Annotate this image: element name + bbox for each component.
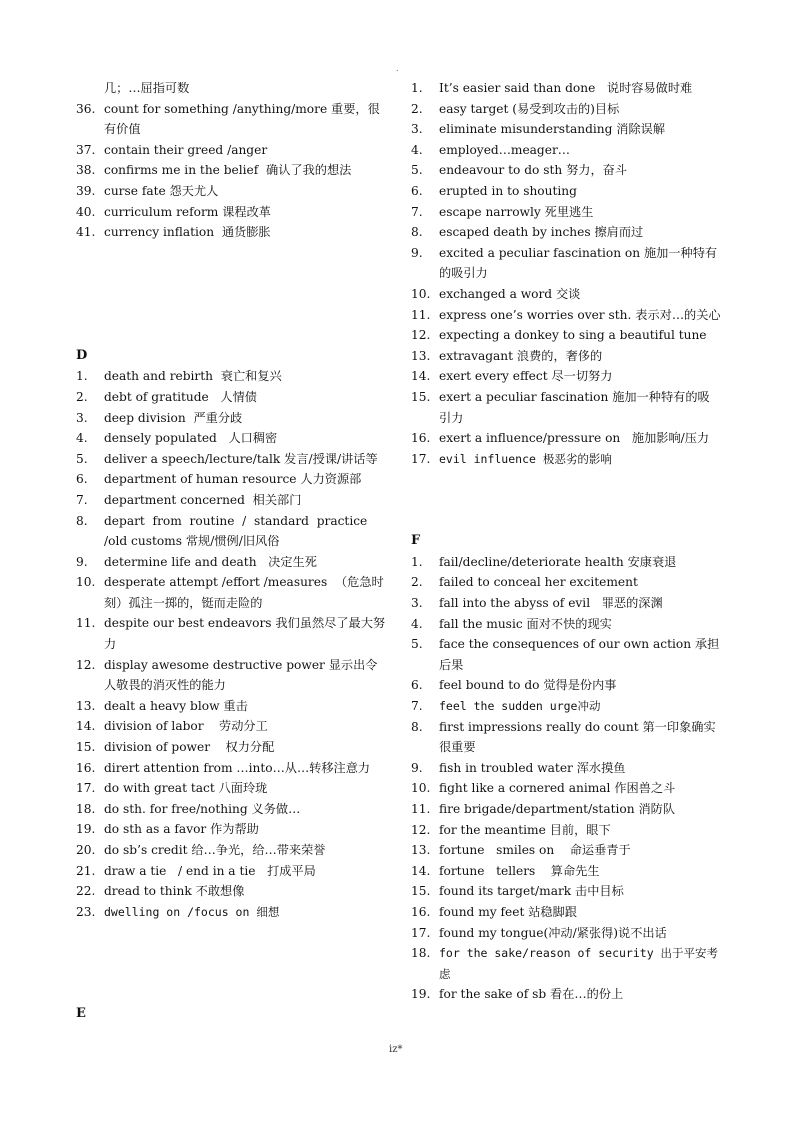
list-item bbox=[76, 202, 388, 223]
item-number: 6. bbox=[411, 678, 423, 693]
list-item bbox=[76, 222, 388, 243]
item-number: 5. bbox=[411, 637, 423, 652]
list-item bbox=[411, 717, 721, 758]
list-item bbox=[411, 243, 721, 284]
list-item bbox=[76, 366, 388, 387]
item-number: 10. bbox=[411, 781, 431, 796]
list-item bbox=[76, 181, 388, 202]
list-item bbox=[76, 469, 388, 490]
list-item bbox=[76, 428, 388, 449]
item-number: 2. bbox=[411, 575, 423, 590]
item-text: curse fate 怨天尤人 bbox=[104, 183, 219, 198]
item-text: found its target/mark 击中目标 bbox=[439, 884, 624, 899]
list-item bbox=[411, 140, 721, 161]
item-text: endeavour to do sth 努力，奋斗 bbox=[439, 163, 628, 178]
item-number: 7. bbox=[411, 204, 423, 219]
list-item bbox=[411, 222, 721, 243]
d-list bbox=[76, 366, 388, 922]
item-text: do sth as a favor 作为帮助 bbox=[104, 822, 259, 837]
list-item bbox=[411, 696, 721, 717]
item-number: 4. bbox=[411, 142, 423, 157]
item-text: dread to think 不敢想像 bbox=[104, 884, 245, 899]
list-item bbox=[411, 593, 721, 614]
item-text: fall the music 面对不快的现实 bbox=[439, 616, 612, 631]
item-number: 16. bbox=[411, 431, 431, 446]
item-number: 10. bbox=[411, 286, 431, 301]
list-item bbox=[76, 552, 388, 573]
item-number: 5. bbox=[76, 451, 88, 466]
list-item bbox=[76, 387, 388, 408]
item-text: express one’s worries over sth. 表示对…的关心 bbox=[439, 307, 721, 322]
list-item bbox=[76, 881, 388, 902]
item-number: 4. bbox=[411, 616, 423, 631]
item-text: eliminate misunderstanding 消除误解 bbox=[439, 122, 666, 137]
item-number: 19. bbox=[411, 987, 431, 1002]
e-list bbox=[411, 78, 721, 469]
item-number: 3. bbox=[411, 596, 423, 611]
item-text: employed…meager… bbox=[439, 142, 570, 157]
item-number: 14. bbox=[76, 719, 96, 734]
item-text: fire brigade/department/station 消防队 bbox=[439, 802, 676, 816]
item-text: erupted in to shouting bbox=[439, 183, 577, 198]
list-item bbox=[76, 716, 388, 737]
list-item bbox=[411, 449, 721, 470]
item-number: 12. bbox=[411, 822, 431, 837]
item-number: 15. bbox=[411, 389, 431, 404]
item-number: 15. bbox=[411, 884, 431, 899]
list-item bbox=[76, 613, 388, 654]
item-number: 7. bbox=[76, 492, 88, 507]
item-number: 9. bbox=[411, 245, 423, 260]
list-item bbox=[76, 778, 388, 799]
item-text: exert a peculiar fascination 施加一种特有的吸引力 bbox=[439, 389, 710, 425]
item-text: determine life and death 决定生死 bbox=[104, 554, 317, 569]
list-item bbox=[76, 140, 388, 161]
item-number: 9. bbox=[76, 554, 88, 569]
item-number: 2. bbox=[411, 101, 423, 116]
list-item bbox=[411, 325, 721, 346]
item-number: 13. bbox=[76, 698, 96, 713]
item-text: dealt a heavy blow 重击 bbox=[104, 698, 248, 713]
item-number: 10. bbox=[76, 575, 96, 590]
page-footer: iz* bbox=[389, 1044, 403, 1055]
item-text: feel the sudden urge冲动 bbox=[439, 699, 601, 714]
item-text: found my tongue(冲动/紧张得)说不出话 bbox=[439, 925, 667, 940]
item-text: evil influence 极恶劣的影响 bbox=[439, 451, 612, 466]
item-number: 8. bbox=[76, 513, 88, 528]
item-text: failed to conceal her excitement bbox=[439, 575, 638, 590]
list-item bbox=[76, 696, 388, 717]
item-number: 22. bbox=[76, 884, 96, 899]
list-item bbox=[411, 428, 721, 449]
item-text: currency inflation 通货膨胀 bbox=[104, 225, 271, 240]
list-item bbox=[76, 408, 388, 429]
item-text: despite our best endeavors 我们虽然尽了最大努力 bbox=[104, 616, 386, 652]
list-item bbox=[411, 634, 721, 675]
list-item bbox=[76, 160, 388, 181]
item-number: 4. bbox=[76, 431, 88, 446]
item-text: escaped death by inches 擦肩而过 bbox=[439, 225, 644, 240]
item-number: 21. bbox=[76, 863, 96, 878]
list-item bbox=[411, 923, 721, 944]
item-number: 18. bbox=[411, 946, 431, 961]
list-item bbox=[411, 181, 721, 202]
item-text: fortune tellers 算命先生 bbox=[439, 863, 600, 878]
item-number: 3. bbox=[76, 410, 88, 425]
item-number: 7. bbox=[411, 699, 423, 714]
item-number: 40. bbox=[76, 204, 96, 219]
item-text: display awesome destructive power 显示出令人敬畏的消灭性的能力 bbox=[104, 657, 378, 693]
item-text: department of human resource 人力资源部 bbox=[104, 472, 362, 487]
list-item bbox=[411, 778, 721, 799]
list-item bbox=[411, 119, 721, 140]
list-item bbox=[76, 511, 388, 552]
list-item bbox=[76, 572, 388, 613]
list-item bbox=[411, 943, 721, 984]
item-number: 6. bbox=[76, 472, 88, 487]
item-text: exchanged a word 交谈 bbox=[439, 286, 581, 301]
item-text: do with great tact 八面玲珑 bbox=[104, 781, 268, 796]
list-item bbox=[76, 490, 388, 511]
list-item bbox=[411, 305, 721, 326]
item-text: deep division 严重分歧 bbox=[104, 410, 243, 425]
list-item bbox=[411, 78, 721, 99]
list-item bbox=[76, 449, 388, 470]
item-number: 8. bbox=[411, 719, 423, 734]
item-text: division of labor 劳动分工 bbox=[104, 719, 268, 734]
item-number: 1. bbox=[411, 81, 423, 95]
item-text: debt of gratitude 人情债 bbox=[104, 389, 257, 404]
item-text: do sb’s credit 给…争光，给…带来荣誉 bbox=[104, 843, 326, 857]
item-text: depart from routine / standard practice /old customs 常规/惯例/旧风俗 bbox=[104, 513, 376, 549]
item-text: fight like a cornered animal 作困兽之斗 bbox=[439, 781, 676, 796]
item-text: escape narrowly 死里逃生 bbox=[439, 204, 594, 219]
list-item bbox=[76, 655, 388, 696]
item-text: desperate attempt /effort /measures （危急时刻）孤注一掷的，铤而走险的 bbox=[104, 575, 384, 610]
item-number: 16. bbox=[76, 760, 96, 775]
item-text: expecting a donkey to sing a beautiful tune bbox=[439, 328, 707, 343]
item-number: 36. bbox=[76, 101, 96, 116]
item-number: 17. bbox=[76, 781, 96, 796]
list-item bbox=[411, 346, 721, 367]
item-number: 1. bbox=[76, 369, 88, 384]
item-text: exert every effect 尽一切努力 bbox=[439, 369, 613, 384]
item-number: 17. bbox=[411, 925, 431, 940]
list-item bbox=[411, 902, 721, 923]
item-text: first impressions really do count 第一印象确实很重要 bbox=[439, 719, 716, 755]
right-column bbox=[411, 78, 721, 1005]
item-number: 38. bbox=[76, 163, 96, 178]
item-number: 3. bbox=[411, 122, 423, 137]
list-item bbox=[411, 881, 721, 902]
item-number: 20. bbox=[76, 843, 96, 857]
item-text: death and rebirth 衰亡和复兴 bbox=[104, 369, 282, 384]
item-text: fortune smiles on 命运垂青于 bbox=[439, 843, 631, 858]
item-number: 23. bbox=[76, 904, 96, 919]
item-number: 41. bbox=[76, 225, 96, 240]
item-number: 11. bbox=[411, 307, 431, 322]
item-number: 9. bbox=[411, 760, 423, 775]
item-text: count for something /anything/more 重要，很有价值 bbox=[104, 101, 380, 137]
list-item bbox=[411, 160, 721, 181]
list-item bbox=[411, 284, 721, 305]
item-number: 5. bbox=[411, 163, 423, 178]
list-item bbox=[76, 840, 388, 861]
item-text: division of power 权力分配 bbox=[104, 740, 275, 755]
list-item bbox=[76, 99, 388, 140]
list-item bbox=[411, 387, 721, 428]
item-text: fish in troubled water 浑水摸鱼 bbox=[439, 760, 626, 775]
item-text: curriculum reform 课程改革 bbox=[104, 204, 271, 219]
list-item bbox=[411, 799, 721, 820]
item-number: 8. bbox=[411, 225, 423, 240]
list-item bbox=[76, 819, 388, 840]
list-item bbox=[411, 552, 721, 573]
item-text: fail/decline/deteriorate health 安康衰退 bbox=[439, 554, 677, 569]
item-number: 17. bbox=[411, 451, 431, 466]
section-heading-f: F bbox=[411, 533, 421, 549]
item-number: 12. bbox=[76, 657, 96, 672]
item-text: deliver a speech/lecture/talk 发言/授课/讲话等 bbox=[104, 451, 378, 466]
item-number: 16. bbox=[411, 904, 431, 919]
item-text: found my feet 站稳脚跟 bbox=[439, 904, 577, 919]
section-heading-e: E bbox=[76, 1006, 86, 1022]
item-number: 1. bbox=[411, 554, 423, 569]
item-text: extravagant 浪费的，奢侈的 bbox=[439, 348, 603, 363]
item-text: confirms me in the belief 确认了我的想法 bbox=[104, 163, 352, 178]
item-number: 12. bbox=[411, 328, 431, 343]
item-text: do sth. for free/nothing 义务做… bbox=[104, 801, 301, 816]
item-text: exert a influence/pressure on 施加影响/压力 bbox=[439, 431, 710, 446]
list-item bbox=[411, 614, 721, 635]
item-text: contain their greed /anger bbox=[104, 142, 268, 157]
list-item bbox=[76, 737, 388, 758]
list-item bbox=[411, 758, 721, 779]
list-item bbox=[411, 861, 721, 882]
list-item bbox=[76, 799, 388, 820]
list-item bbox=[411, 820, 721, 841]
list-item bbox=[76, 902, 388, 923]
list-item bbox=[411, 675, 721, 696]
item-text: for the meantime 目前，眼下 bbox=[439, 822, 611, 837]
item-number: 39. bbox=[76, 183, 96, 198]
item-text: for the sake of sb 看在…的份上 bbox=[439, 987, 624, 1002]
item-text: department concerned 相关部门 bbox=[104, 492, 302, 507]
item-text: dirert attention from …into…从…转移注意力 bbox=[104, 760, 371, 775]
item-number: 37. bbox=[76, 142, 96, 157]
item-text: dwelling on /focus on 细想 bbox=[104, 904, 280, 919]
list-item bbox=[411, 572, 721, 593]
item-number: 13. bbox=[411, 843, 431, 858]
item-number: 11. bbox=[411, 802, 431, 816]
list-item bbox=[76, 861, 388, 882]
item-text: It’s easier said than done 说时容易做时难 bbox=[439, 81, 693, 95]
list-item bbox=[411, 840, 721, 861]
c-list bbox=[76, 99, 388, 243]
item-number: 2. bbox=[76, 389, 88, 404]
page-marker: . bbox=[396, 64, 399, 73]
item-text: draw a tie / end in a tie 打成平局 bbox=[104, 863, 316, 878]
item-text: for the sake/reason of security 出于平安考虑 bbox=[439, 946, 719, 981]
list-item bbox=[411, 984, 721, 1005]
item-text: face the consequences of our own action 承担后果 bbox=[439, 637, 720, 672]
list-item bbox=[76, 758, 388, 779]
item-text: excited a peculiar fascination on 施加一种特有的吸引力 bbox=[439, 245, 718, 281]
item-text: fall into the abyss of evil 罪恶的深渊 bbox=[439, 596, 663, 611]
left-column bbox=[76, 78, 388, 1025]
list-item bbox=[411, 202, 721, 223]
item-number: 14. bbox=[411, 863, 431, 878]
item-number: 15. bbox=[76, 740, 96, 755]
list-item bbox=[411, 366, 721, 387]
item-text: feel bound to do 觉得是份内事 bbox=[439, 678, 617, 693]
list-item: 几；…屈指可数 bbox=[104, 81, 190, 95]
item-number: 19. bbox=[76, 822, 96, 837]
item-number: 11. bbox=[76, 616, 96, 631]
item-number: 6. bbox=[411, 183, 423, 198]
item-text: densely populated 人口稠密 bbox=[104, 431, 278, 446]
item-number: 13. bbox=[411, 348, 431, 363]
item-text: easy target (易受到攻击的)目标 bbox=[439, 101, 620, 116]
list-item bbox=[411, 99, 721, 120]
f-list bbox=[411, 552, 721, 1005]
item-number: 18. bbox=[76, 801, 96, 816]
section-heading-d: D bbox=[76, 347, 88, 363]
item-number: 14. bbox=[411, 369, 431, 384]
